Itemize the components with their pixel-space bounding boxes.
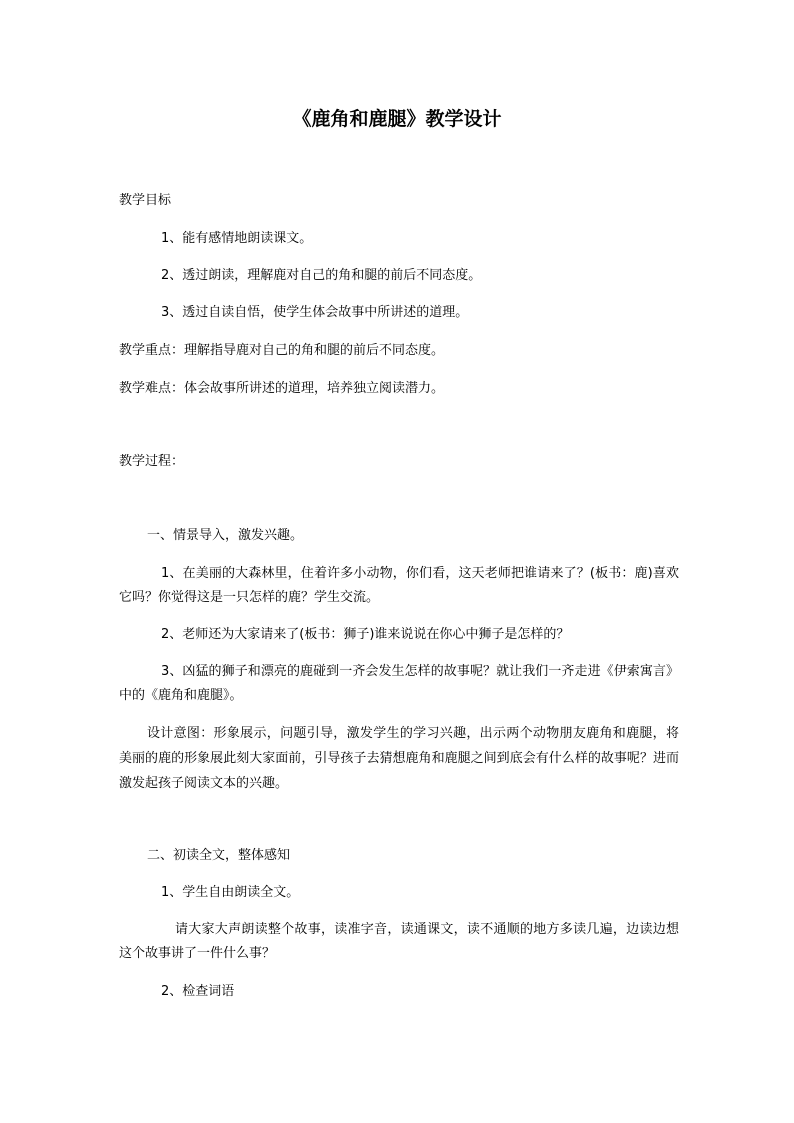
design-intent-note: 设计意图：形象展示，问题引导，激发学生的学习兴趣，出示两个动物朋友鹿角和鹿腿，将美丽的鹿的形象展此刻大家面前，引导孩子去猜想鹿角和鹿腿之间到底会有什么样的故事呢？进而激发起孩子阅读文本的兴趣。 [119, 726, 679, 791]
objective-item-3: 3、透过自读自悟，使学生体会故事中所讲述的道理。 [161, 305, 469, 320]
section-1-item-3: 3、凶猛的狮子和漂亮的鹿碰到一齐会发生怎样的故事呢？就让我们一齐走进《伊索寓言》中的《鹿角和鹿腿》。 [119, 664, 679, 703]
document-title: 《鹿角和鹿腿》教学设计 [292, 108, 502, 130]
section-2-heading: 二、初读全文，整体感知 [147, 848, 291, 863]
objectives-heading: 教学目标 [119, 193, 172, 208]
key-point: 教学重点：理解指导鹿对自己的角和腿的前后不同态度。 [119, 343, 445, 358]
section-1-item-1: 1、在美丽的大森林里，住着许多小动物，你们看，这天老师把谁请来了？(板书：鹿)喜欢它吗？你觉得这是一只怎样的鹿？学生交流。 [119, 566, 679, 605]
section-2-item-1: 1、学生自由朗读全文。 [161, 885, 300, 900]
section-2-item-2: 2、检查词语 [161, 984, 235, 999]
section-1-item-2: 2、老师还为大家请来了(板书：狮子)谁来说说在你心中狮子是怎样的？ [161, 627, 570, 642]
section-1-heading: 一、情景导入，激发兴趣。 [147, 528, 304, 543]
difficulty: 教学难点：体会故事所讲述的道理，培养独立阅读潜力。 [119, 381, 445, 396]
objective-item-1: 1、能有感情地朗读课文。 [161, 231, 313, 246]
objective-item-2: 2、透过朗读，理解鹿对自己的角和腿的前后不同态度。 [161, 268, 482, 283]
section-2-item-1-detail: 请大家大声朗读整个故事，读准字音，读通课文，读不通顺的地方多读几遍，边读边想这个故事讲了一件什么事？ [119, 922, 679, 961]
process-heading: 教学过程： [119, 454, 185, 469]
